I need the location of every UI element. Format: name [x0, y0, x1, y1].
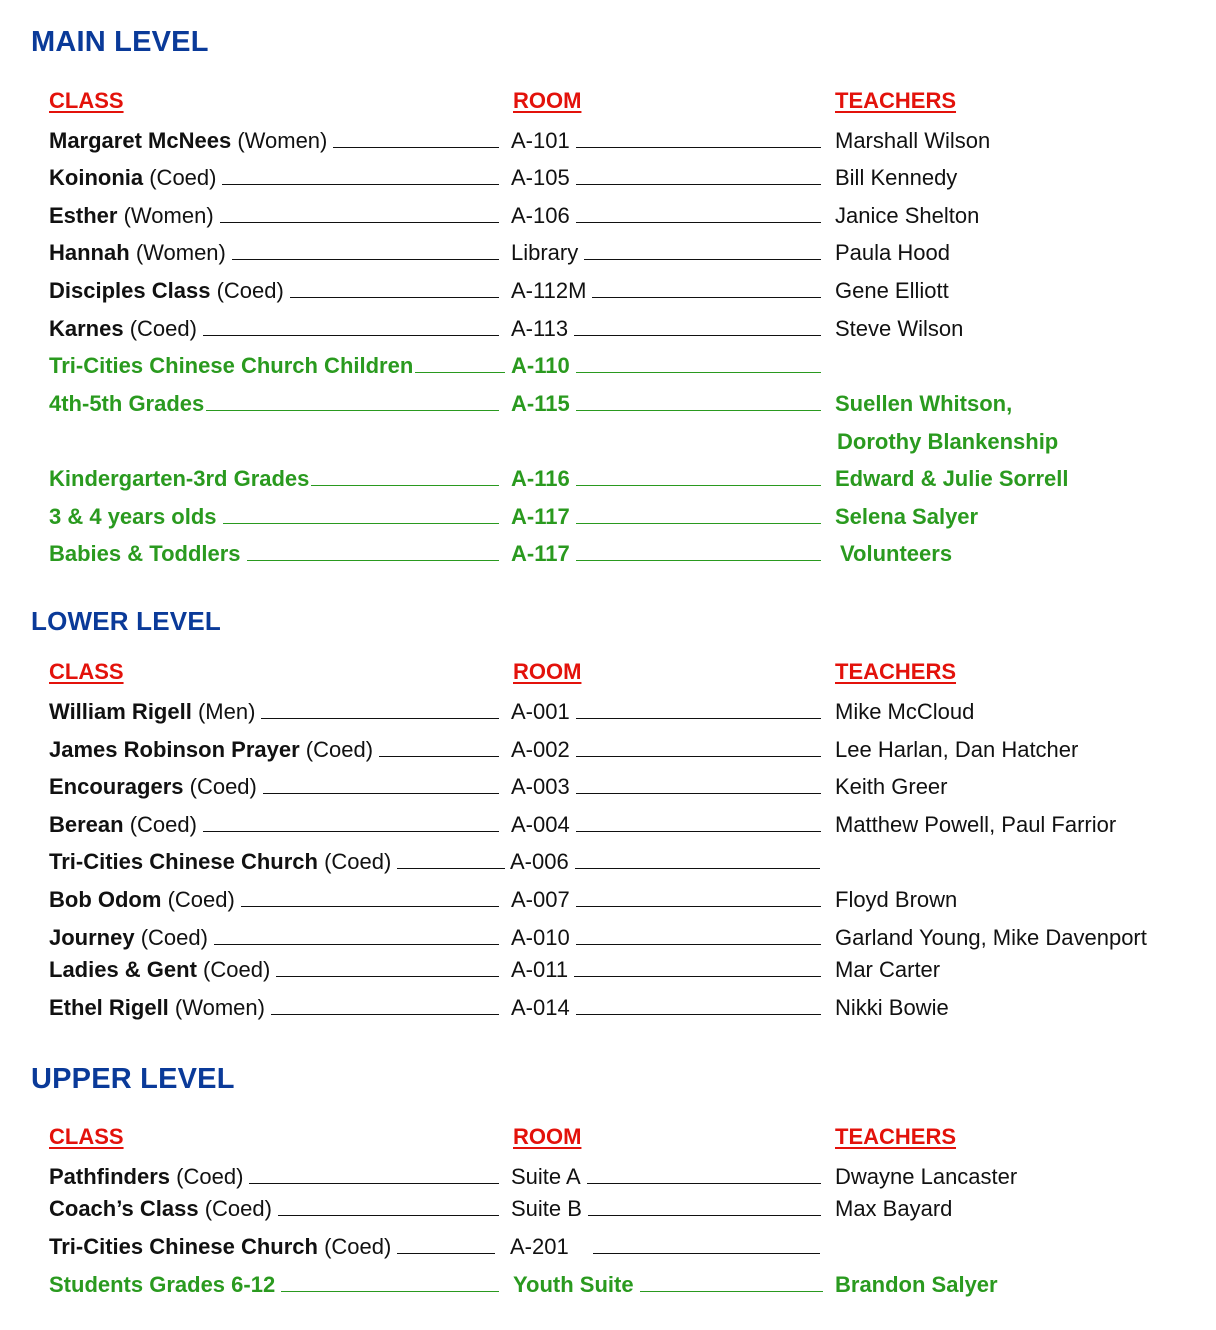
room-value: A-201 — [510, 1234, 569, 1259]
room-value: A-007 — [511, 887, 570, 912]
leader-line — [640, 1273, 823, 1292]
leader-line — [576, 813, 821, 832]
class-cell — [49, 887, 501, 913]
leader-line — [588, 1197, 821, 1216]
teacher-cell: Edward & Julie Sorrell — [835, 466, 1069, 491]
room-cell — [511, 887, 823, 913]
leader-line — [576, 700, 821, 719]
class-name: Journey — [49, 925, 135, 950]
room-value: A-115 — [511, 391, 570, 416]
class-name: 4th-5th Grades — [49, 391, 205, 416]
leader-line — [203, 813, 499, 832]
class-type: (Women) — [123, 203, 214, 228]
class-name: Esther — [49, 203, 118, 228]
leader-line — [415, 354, 505, 373]
teacher-cell: Brandon Salyer — [835, 1272, 998, 1297]
room-cell — [511, 278, 823, 304]
class-type: (Coed) — [203, 957, 271, 982]
room-cell — [511, 774, 823, 800]
class-name: Students Grades 6-12 — [49, 1272, 276, 1297]
class-cell — [49, 353, 507, 379]
leader-line — [574, 958, 821, 977]
room-value: A-002 — [511, 737, 570, 762]
leader-line — [587, 1165, 821, 1184]
class-name: Hannah — [49, 240, 130, 265]
teacher-cell: Bill Kennedy — [835, 165, 958, 190]
class-type: (Coed) — [216, 278, 284, 303]
class-cell — [49, 391, 501, 417]
class-type: (Women) — [135, 240, 226, 265]
room-cell — [511, 391, 823, 417]
class-name: Ladies & Gent — [49, 957, 197, 982]
teacher-cell: Garland Young, Mike Davenport — [835, 925, 1147, 950]
class-name: Tri-Cities Chinese Church — [49, 1234, 318, 1259]
class-cell — [49, 541, 501, 567]
class-cell — [49, 737, 501, 763]
class-row — [0, 1164, 1216, 1200]
class-cell — [49, 925, 501, 951]
teacher-continuation: Dorothy Blankenship — [837, 429, 1059, 454]
class-row — [0, 466, 1216, 502]
leader-line — [592, 279, 821, 298]
class-cell — [49, 812, 501, 838]
class-cell — [49, 316, 501, 342]
leader-line — [576, 392, 821, 411]
room-header: ROOM — [513, 659, 582, 684]
class-row — [0, 995, 1216, 1031]
class-cell — [49, 699, 501, 725]
class-cell — [49, 1272, 501, 1298]
class-type: (Women) — [237, 128, 328, 153]
class-name: James Robinson Prayer — [49, 737, 300, 762]
class-cell — [49, 995, 501, 1021]
room-cell — [510, 1234, 822, 1260]
class-header: CLASS — [49, 659, 124, 684]
class-name: Tri-Cities Chinese Church — [49, 849, 318, 874]
room-value: Suite A — [511, 1164, 581, 1189]
room-cell — [511, 1164, 823, 1190]
leader-line — [223, 505, 499, 524]
room-cell — [511, 957, 823, 983]
class-name: Kindergarten-3rd Grades — [49, 466, 310, 491]
room-cell — [511, 353, 823, 379]
teacher-cell: Max Bayard — [835, 1196, 953, 1221]
leader-line — [593, 1235, 820, 1254]
class-cell — [49, 774, 501, 800]
class-type: (Coed) — [140, 925, 208, 950]
teacher-cell: Mar Carter — [835, 957, 941, 982]
class-cell — [49, 1234, 497, 1260]
leader-line — [576, 775, 821, 794]
class-type: (Coed) — [204, 1196, 272, 1221]
leader-line — [584, 241, 821, 260]
class-type: (Coed) — [189, 774, 257, 799]
room-cell — [511, 541, 823, 567]
leader-line — [576, 166, 821, 185]
teachers-header: TEACHERS — [835, 88, 957, 113]
class-type: (Coed) — [324, 1234, 392, 1259]
class-header: CLASS — [49, 88, 124, 113]
class-name: Ethel Rigell — [49, 995, 169, 1020]
leader-line — [222, 166, 499, 185]
class-row — [0, 278, 1216, 314]
room-cell — [511, 737, 823, 763]
upper-level-title: UPPER LEVEL — [31, 1063, 235, 1095]
class-header: CLASS — [49, 1124, 124, 1149]
room-value: A-014 — [511, 995, 570, 1020]
room-value: A-101 — [511, 128, 570, 153]
teacher-cell: Matthew Powell, Paul Farrior — [835, 812, 1117, 837]
class-row — [0, 774, 1216, 810]
leader-line — [232, 241, 499, 260]
class-name: Babies & Toddlers — [49, 541, 241, 566]
class-cell — [49, 240, 501, 266]
class-type: (Coed) — [149, 165, 217, 190]
class-row — [0, 1196, 1216, 1232]
class-row — [0, 849, 1216, 885]
room-value: A-006 — [510, 849, 569, 874]
room-value: A-113 — [511, 316, 569, 341]
class-type: (Coed) — [129, 812, 197, 837]
main-level-title: MAIN LEVEL — [31, 26, 209, 58]
class-name: 3 & 4 years olds — [49, 504, 217, 529]
leader-line — [576, 926, 821, 945]
leader-line — [311, 467, 499, 486]
leader-line — [576, 129, 821, 148]
room-cell — [511, 925, 823, 951]
class-name: Margaret McNees — [49, 128, 232, 153]
class-type: (Coed) — [305, 737, 374, 762]
leader-line — [249, 1165, 499, 1184]
room-header: ROOM — [513, 88, 582, 113]
leader-line — [575, 850, 820, 869]
class-row — [0, 887, 1216, 923]
leader-line — [271, 996, 499, 1015]
teacher-cell: Selena Salyer — [835, 504, 979, 529]
class-type: (Coed) — [324, 849, 392, 874]
teacher-cell: Gene Elliott — [835, 278, 949, 303]
class-cell — [49, 278, 501, 304]
class-name: Karnes — [49, 316, 124, 341]
lower-level-title: LOWER LEVEL — [31, 606, 221, 636]
room-cell — [510, 849, 822, 875]
class-row — [0, 541, 1216, 577]
room-cell — [511, 203, 823, 229]
room-cell — [511, 240, 823, 266]
room-value: A-011 — [511, 957, 569, 982]
room-cell — [511, 128, 823, 154]
class-cell — [49, 1196, 501, 1222]
class-name: Encouragers — [49, 774, 184, 799]
room-value: A-110 — [511, 353, 570, 378]
room-cell — [511, 1196, 823, 1222]
class-row — [0, 699, 1216, 735]
class-name: William Rigell — [49, 699, 192, 724]
room-value: A-105 — [511, 165, 570, 190]
teacher-cell: Janice Shelton — [835, 203, 980, 228]
leader-line — [261, 700, 499, 719]
class-row — [0, 353, 1216, 389]
class-row — [0, 165, 1216, 201]
leader-line — [397, 1235, 495, 1254]
leader-line — [576, 738, 821, 757]
class-row — [0, 737, 1216, 773]
room-value: A-004 — [511, 812, 570, 837]
room-value: Library — [511, 240, 579, 265]
room-value: A-112M — [511, 278, 587, 303]
teacher-cell: Volunteers — [840, 541, 953, 566]
class-type: (Coed) — [167, 887, 235, 912]
class-name: Berean — [49, 812, 124, 837]
leader-line — [276, 958, 499, 977]
leader-line — [281, 1273, 499, 1292]
class-cell — [49, 466, 501, 492]
room-value: A-003 — [511, 774, 570, 799]
leader-line — [576, 542, 821, 561]
teacher-cell: Floyd Brown — [835, 887, 958, 912]
teachers-header: TEACHERS — [835, 1124, 957, 1149]
class-row — [0, 504, 1216, 540]
room-value: A-117 — [511, 504, 570, 529]
room-value: Suite B — [511, 1196, 582, 1221]
leader-line — [576, 888, 821, 907]
room-cell — [511, 812, 823, 838]
room-cell — [511, 165, 823, 191]
teacher-cell: Suellen Whitson, — [835, 391, 1013, 416]
teacher-cell: Nikki Bowie — [835, 995, 949, 1020]
class-row — [0, 128, 1216, 164]
class-cell — [49, 504, 501, 530]
class-cell — [49, 128, 501, 154]
room-cell — [511, 504, 823, 530]
room-cell — [511, 995, 823, 1021]
class-row — [0, 1234, 1216, 1270]
teacher-cell: Steve Wilson — [835, 316, 964, 341]
room-cell — [513, 1272, 825, 1298]
class-cell — [49, 203, 501, 229]
class-row — [0, 316, 1216, 352]
class-cell — [49, 849, 507, 875]
room-cell — [511, 699, 823, 725]
class-row — [0, 203, 1216, 239]
class-name: Bob Odom — [49, 887, 162, 912]
teacher-cell: Paula Hood — [835, 240, 950, 265]
class-cell — [49, 165, 501, 191]
room-value: A-117 — [511, 541, 570, 566]
room-header: ROOM — [513, 1124, 582, 1149]
leader-line — [576, 467, 821, 486]
class-cell — [49, 957, 501, 983]
room-value: A-001 — [511, 699, 570, 724]
leader-line — [576, 354, 821, 373]
class-name: Pathfinders — [49, 1164, 171, 1189]
class-row — [0, 957, 1216, 993]
leader-line — [220, 204, 499, 223]
class-name: Disciples Class — [49, 278, 211, 303]
room-cell — [511, 316, 823, 342]
leader-line — [247, 542, 499, 561]
class-row — [0, 240, 1216, 276]
class-type: (Coed) — [129, 316, 197, 341]
leader-line — [576, 996, 821, 1015]
leader-line — [576, 204, 821, 223]
leader-line — [203, 317, 499, 336]
class-row — [0, 1272, 1216, 1308]
teacher-cell: Lee Harlan, Dan Hatcher — [835, 737, 1079, 762]
teachers-header: TEACHERS — [835, 659, 957, 684]
leader-line — [333, 129, 499, 148]
class-name: Tri-Cities Chinese Church Children — [49, 353, 414, 378]
leader-line — [206, 392, 499, 411]
teacher-cell: Keith Greer — [835, 774, 948, 799]
class-type: (Coed) — [176, 1164, 244, 1189]
leader-line — [263, 775, 499, 794]
class-row — [0, 925, 1216, 961]
teacher-cell: Mike McCloud — [835, 699, 975, 724]
leader-line — [574, 317, 821, 336]
leader-line — [290, 279, 499, 298]
room-value: A-116 — [511, 466, 570, 491]
teacher-cell: Dwayne Lancaster — [835, 1164, 1018, 1189]
room-value: A-106 — [511, 203, 570, 228]
class-type: (Men) — [197, 699, 256, 724]
teacher-cell: Marshall Wilson — [835, 128, 991, 153]
class-row — [0, 812, 1216, 848]
class-name: Coach’s Class — [49, 1196, 199, 1221]
leader-line — [576, 505, 821, 524]
class-name: Koinonia — [49, 165, 144, 190]
leader-line — [397, 850, 505, 869]
class-cell — [49, 1164, 501, 1190]
leader-line — [241, 888, 499, 907]
class-type: (Women) — [174, 995, 265, 1020]
leader-line — [379, 738, 499, 757]
class-row — [0, 391, 1216, 427]
room-value: Youth Suite — [513, 1272, 634, 1297]
leader-line — [214, 926, 499, 945]
room-cell — [511, 466, 823, 492]
leader-line — [278, 1197, 499, 1216]
room-value: A-010 — [511, 925, 570, 950]
